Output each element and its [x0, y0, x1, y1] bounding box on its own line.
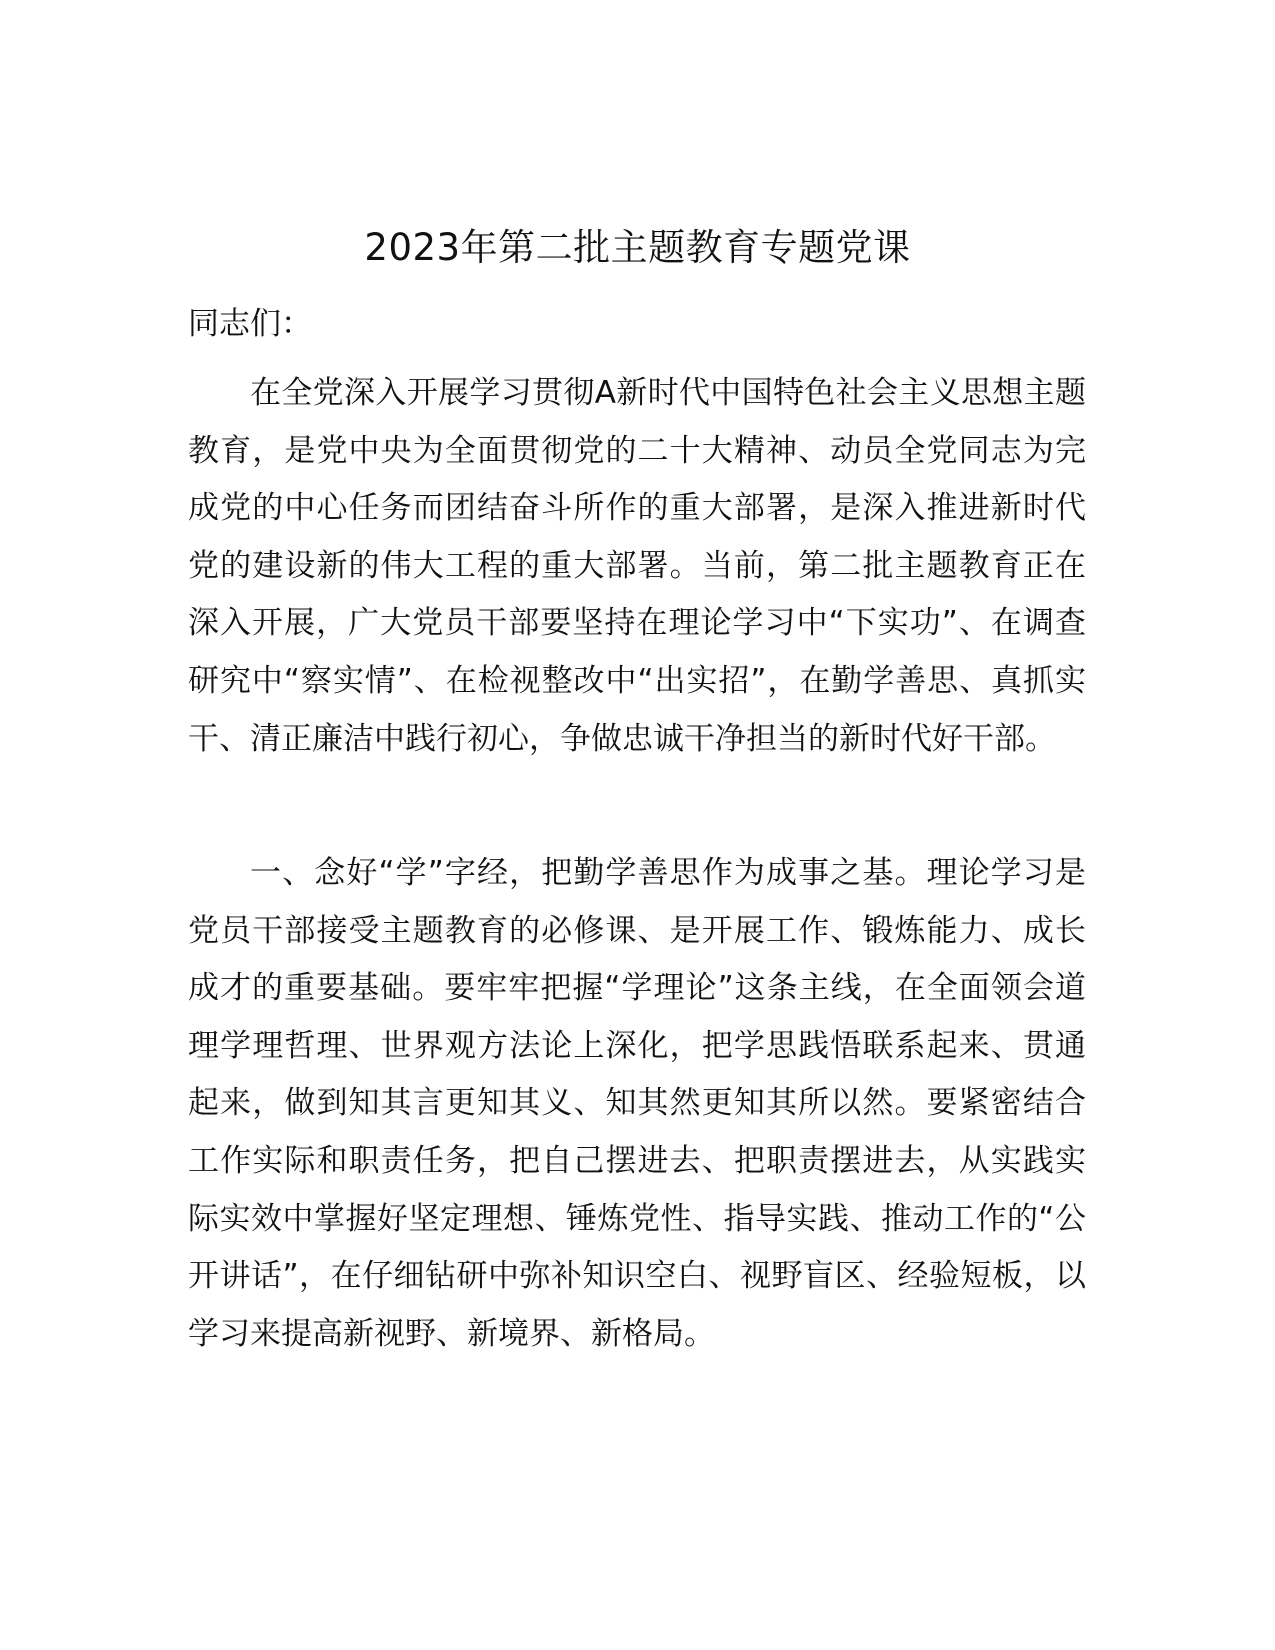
- paragraph-section-one: 一、念好“学”字经，把勤学善思作为成事之基。理论学习是党员干部接受主题教育的必修课、是开展工作、锻炼能力、成长成才的重要基础。要牢牢把握“学理论”这条主线，在全面领会道理学理哲理、世界观方法论上深化，把学思践悟联系起来、贯通起来，做到知其言更知其义、知其然更知其所以然。要紧密结合工作实际和职责任务，把自己摆进去、把职责摆进去，从实践实际实效中掌握好坚定理想、锤炼党性、指导实践、推动工作的“公开讲话”，在仔细钻研中弥补知识空白、视野盲区、经验短板，以学习来提高新视野、新境界、新格局。: [188, 855, 1086, 1352]
- paragraph-intro: 在全党深入开展学习贯彻A新时代中国特色社会主义思想主题教育，是党中央为全面贯彻党的二十大精神、动员全党同志为完成党的中心任务而团结奋斗所作的重大部署，是深入推进新时代党的建设新的伟大工程的重大部署。当前，第二批主题教育正在深入开展，广大党员干部要坚持在理论学习中“下实功”、在调查研究中“察实情”、在检视整改中“出实招”，在勤学善思、真抓实干、清正廉洁中践行初心，争做忠诚干净担当的新时代好干部。: [188, 375, 1086, 757]
- document-title: 2023年第二批主题教育专题党课: [364, 226, 911, 269]
- salutation: 同志们：: [188, 306, 312, 342]
